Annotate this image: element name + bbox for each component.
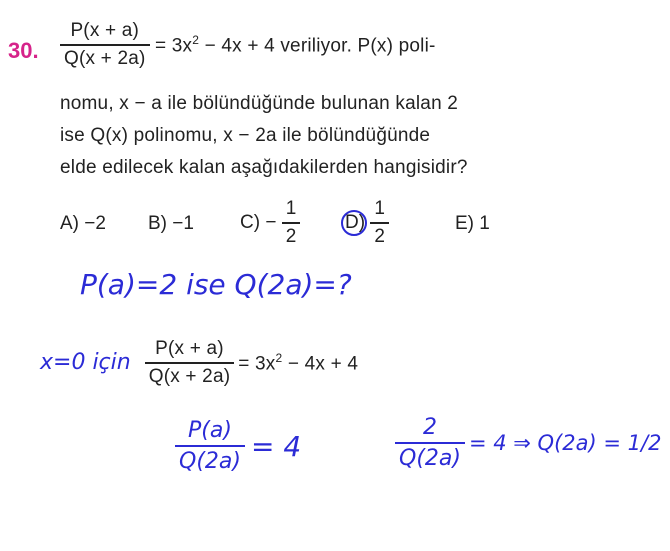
fraction-numerator: P(x + a) [70, 20, 140, 41]
option-d[interactable]: D) $\frac{1}{2}$ [345, 198, 389, 248]
handwritten-fraction-2: $\frac{2}{Q(2a)}$ = 4 ⇒ Q(2a) = 1/2 [395, 415, 661, 471]
question-fraction [60, 20, 150, 70]
question-line-1 [60, 20, 436, 70]
question-line-3: ise Q(x) polinomu, x − 2a ile bölündüğünde [60, 125, 431, 146]
option-e[interactable]: E) 1 [455, 213, 490, 234]
option-d-fraction: $\frac{1}{2}$ [370, 198, 389, 248]
option-c-fraction: $\frac{1}{2}$ [282, 198, 301, 248]
restated-rhs: = $3x^2 - 4x + 4$ [238, 350, 359, 374]
fraction-denominator: Q(x + 2a) [64, 47, 146, 69]
question-line-2: nomu, x − a ile bölündüğünde bulunan kalan 2 [60, 93, 459, 114]
handwritten-line-2 [40, 338, 358, 388]
handwritten-fraction-1: $\frac{P(a)}{Q(2a)}$ = 4 [175, 418, 301, 474]
handwritten-note-1: P(a)=2 ise Q(2a)=? [80, 268, 352, 301]
question-number: 30. [8, 38, 39, 63]
equation-rhs: = $3x^2 - 4x + 4$ veriliyor. P(x) poli- [155, 32, 436, 56]
option-b[interactable]: B) −1 [148, 213, 194, 234]
option-a[interactable]: A) −2 [60, 213, 106, 234]
handwritten-condition: x=0 için [40, 350, 131, 376]
restated-fraction: $\frac{P(x + a)}{Q(x + 2a)}$ [145, 338, 235, 388]
option-c[interactable]: C) − $\frac{1}{2}$ [240, 198, 300, 248]
question-line-4: elde edilecek kalan aşağıdakilerden hangisidir? [60, 157, 468, 178]
